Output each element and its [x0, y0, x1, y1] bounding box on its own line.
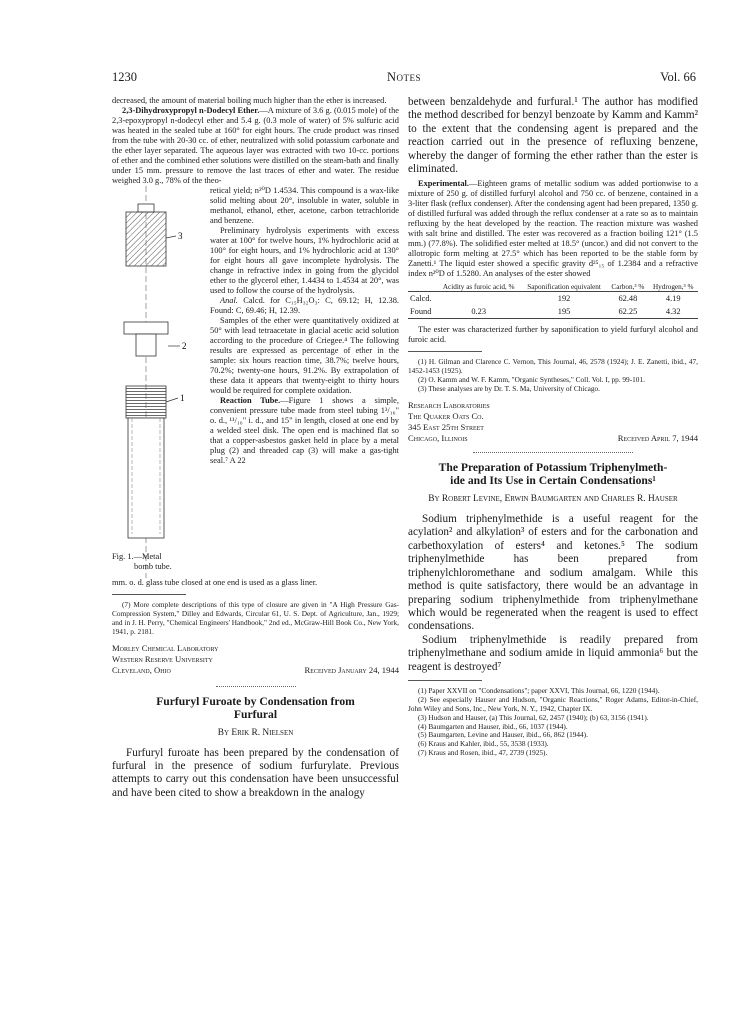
article-title: The Preparation of Potassium Triphenylmeth- ide and Its Use in Certain Condensations¹: [438, 461, 668, 488]
footnote: (7) Kraus and Rosen, ibid., 47, 2739 (1925).: [418, 748, 548, 758]
paragraph: decreased, the amount of material boiling much higher than the ether is increased.: [112, 96, 387, 105]
footnote: (3) Hudson and Hauser, (a) This Journal, 62, 2457 (1940); (b) 63, 3156 (1941).: [418, 712, 649, 722]
paragraph: between benzaldehyde and furfural.¹ The author has modified the method described for benzyl benzoate by Kamm and Kamm² to the extent that the condensing agent is prepared and the reaction carried out in the presence of refluxing benzene, whereby the danger of forming the ether rather than the ester is eliminated.: [408, 96, 698, 176]
table-row: Calcd. 192 62.48 4.19: [410, 294, 681, 304]
byline: By Erik R. Nielsen: [217, 727, 294, 738]
section-divider: [216, 686, 296, 687]
label-3: 3: [178, 231, 183, 241]
tube-threaded-end: [126, 386, 166, 418]
right-column: [408, 96, 698, 976]
byline: By Robert Levine, Erwin Baumgarten and Charles R. Hauser: [428, 494, 678, 505]
paragraph: Sodium triphenylmethide is readily prepared from triphenylmethane and sodium amide in liquid ammonia⁶ but the reagent is destroyed⁷: [408, 633, 698, 673]
paragraph: Sodium triphenylmethide is a useful reagent for the acylation² and alkylation³ of esters and for the carbonation and carbethoxylation of esters⁴ and ketones.⁵ The sodium triphenylmethide has been prepared from triphenylchloromethane and sodium amalgam. While this method is quite satisfactory, there would be an advantage in preparing sodium triphenylmethide from triphenylmethane which would be regenerated when the reagent is used to effect condensations.: [408, 513, 698, 633]
metal-plug: [124, 322, 168, 334]
footnote: (2) See especially Hauser and Hudson, "Organic Reactions," Roger Adams, Editor-in-Chief, John Wiley and Sons, Inc., New York, N. Y., 1942, Chapter IX.: [408, 694, 698, 713]
volume-label: Vol. 66: [660, 70, 696, 84]
table-row: Found 0.23 195 62.25 4.32: [408, 305, 698, 319]
analysis-table: Acidity as furoic acid, % Saponification equivalent Carbon,³ % Hydrogen,³ % Calcd. 192 62.48 4.19 Found 0.23 195 62.25 4.32: [408, 283, 698, 319]
paragraph: The ester was characterized further by saponification to yield furfuryl alcohol and furoic acid.: [408, 325, 698, 345]
plug-head: [138, 204, 154, 212]
article-title: Furfuryl Furoate by Condensation from Furfural: [156, 694, 355, 721]
figure-wrap: [112, 186, 399, 578]
footnote: (4) Baumgarten and Hauser, ibid., 66, 1037 (1944).: [418, 721, 568, 731]
left-column: decreased, the amount of material boiling much higher than the ether is increased. 2,3-Dihydroxypropyl n-Dodecyl Ether.—A mixture of 3.6 g. (0.015 mole) of the 2,3-epoxypropyl n-dodecyl ether and 5.4 g. (0.3 mole of water) of 5% sulfuric acid was heated in the sealed tube at 160° for eight hours. The crude product was rinsed from the tube with 20-30 cc. of ether, neutralized with solid potassium carbonate and the ether layer separated. The aqueous layer was extracted with two 10-cc. portions of ether and the combined ether solutions were distilled on the steam-bath and finally under 15 mm. pressure to remove the last traces of ether and water. The residue weighed 3.0 g., 78% of the theo- 3 2 1 Fig. 1.—Metal bomb tube. retical yield; n²⁰D 1.4534. This compound is a wax-like solid melting about 20°, insoluble in water, soluble in methanol, ethanol, ether, acetone, carbon tetrachloride and benzene. Preliminary hydrolysis experiments with excess water at 100° for twelve hours, 1% hydrochloric acid at 100° for eight hours, and 1% hydrochloric acid at 130° for eight hours all gave incomplete hydrolysis. The change in refractive index in going from the glycidol ether to the glycerol ether, 1.4434 to 1.4534 at 20°, was used to follow the course of the hydrolysis. Anal. Calcd. for C₁₅H₃₂O₃: C, 69.12; H, 12.38. Found: C, 69.46; H, 12.39. Samples of the ether were quantitatively oxidized at 50° with lead tetraacetate in glacial acetic acid solution according to the procedure of Criegee.⁴ The following results are expressed as percentage of ether in the sample: six hours reaction time, 38.7%; twelve hours, 70.2%; twenty-one hours, 91.2%. By extrapolation of these data it appears that twenty-eight to thirty hours would be required for complete oxidation. Reaction Tube.—Figure 1 shows a simple, convenient pressure tube made from steel tubing 1³/₁₆" o. d., ¹¹/₁₆" i. d., and 15" in length, closed at one end by a welded steel disk. The open end is machined flat so that a copper-asbestos gasket held in place by a metal plug (2) and threaded cap (3) will make a gas-tight seal.⁷ A 22 mm. o. d. glass tube closed at one end is used as a glass liner. (7) More complete descriptions of this type of closure are given in "A High Pressure Gas-Compression System," Dilley and Edwards, Circular 61, U. S. Dept. of Agriculture, Jan., 1929; and in J. H. Perry, "Chemical Engineers' Handbook," 2nd ed., McGraw-Hill Book Co., New York, 1941, p. 2181. Morley Chemical Laboratory Western Reserve University Cleveland, Ohio Received January 24, 1944 Furfuryl Furoate by Condensation from Furfural By Erik R. Nielsen Furfuryl furoate has been prepared by the condensation of furfural in the presence of sodium furfurylate. Previous attempts to carry out this condensation have been unsuccessful and have been cited to show a breakdown in the analogy: [112, 96, 399, 799]
paragraph: Furfuryl furoate has been prepared by the condensation of furfural in the presence of sodium furfurylate. Previous attempts to carry out this condensation have been unsuccessful and have been cited to show a breakdown in the analogy: [112, 746, 399, 799]
footnote-1: (1) H. Gilman and Clarence C. Vernon, This Journal, 46, 2578 (1924); J. E. Zanetti, ibid., 47, 1452-1453 (1925).: [408, 357, 698, 376]
paragraph: Preliminary hydrolysis experiments with excess water at 100° for twelve hours, 1% hydrochloric acid at 100° for eight hours, and 1% hydrochloric acid at 130° for eight hours all gave incomplete hydrolysis. The change in refractive index in going from the glycidol ether to the glycerol ether, 1.4434 to 1.4534 at 20°, was used to follow the course of the hydrolysis.: [210, 226, 399, 295]
journal-section: Notes: [386, 70, 422, 84]
affiliation: Morley Chemical Laboratory Western Reserve University Cleveland, Ohio Received January 24, 1944: [112, 642, 399, 675]
footnote: (1) Paper XXVII on "Condensations"; paper XXVI, This Journal, 66, 1220 (1944).: [418, 685, 660, 695]
affiliation: Research Laboratories The Quaker Oats Co. 345 East 25th Street Chicago, Illinois Received April 7, 1944: [408, 400, 698, 444]
figure-caption: Fig. 1.—Metal bomb tube.: [112, 552, 172, 571]
footnote: (6) Kraus and Kahler, ibid., 55, 3538 (1933).: [418, 739, 549, 749]
section-heading: 2,3-Dihydroxypropyl n-Dodecyl Ether.: [122, 106, 260, 115]
paragraph: Samples of the ether were quantitatively oxidized at 50° with lead tetraacetate in glacial acetic acid solution according to the procedure of Criegee.⁴ The following results are expressed as percentage of ether in the sample: six hours reaction time, 38.7%; twelve hours, 70.2%; twenty-one hours, 91.2%. By extrapolation of these data it appears that twenty-eight to thirty hours would be required for complete oxidation.: [210, 316, 399, 395]
paragraph: Reaction Tube.—Figure 1 shows a simple, convenient pressure tube made from steel tubing 1³/₁₆" o. d., ¹¹/₁₆" i. d., and 15" in length, closed at one end by a welded steel disk. The open end is machined flat so that a copper-asbestos gasket held in place by a metal plug (2) and threaded cap (3) will make a gas-tight seal.⁷ A 22: [210, 396, 399, 465]
section-divider: [473, 452, 633, 453]
tube-body: [128, 418, 164, 538]
wrapped-text: retical yield; n²⁰D 1.4534. This compound is a wax-like solid melting about 20°, insoluble in water, soluble in methanol, ethanol, ether, acetone, carbon tetrachloride and benzene. Preliminary hydrolysis experiments with excess water at 100° for twelve hours, 1% hydrochloric acid at 100° for eight hours, and 1% hydrochloric acid at 130° for eight hours all gave incomplete hydrolysis. The change in refractive index in going from the glycidol ether to the glycerol ether, 1.4434 to 1.4534 at 20°, was used to follow the course of the hydrolysis. Anal. Calcd. for C₁₅H₃₂O₃: C, 69.12; H, 12.38. Found: C, 69.46; H, 12.39. Samples of the ether were quantitatively oxidized at 50° with lead tetraacetate in glacial acetic acid solution according to the procedure of Criegee.⁴ The following results are expressed as percentage of ether in the sample: six hours reaction time, 38.7%; twelve hours, 70.2%; twenty-one hours, 91.2%. By extrapolation of these data it appears that twenty-eight to thirty hours would be required for complete oxidation. Reaction Tube.—Figure 1 shows a simple, convenient pressure tube made from steel tubing 1³/₁₆" o. d., ¹¹/₁₆" i. d., and 15" in length, closed at one end by a welded steel disk. The open end is machined flat so that a copper-asbestos gasket held in place by a metal plug (2) and threaded cap (3) will make a gas-tight seal.⁷ A 22: [210, 186, 399, 465]
bomb-tube-diagram: [112, 186, 210, 578]
footnote-2: (2) O. Kamm and W. F. Kamm, "Organic Syntheses," Coll. Vol. I, pp. 99-101.: [418, 375, 645, 385]
footnote-rule: [408, 351, 482, 352]
paragraph: Experimental.—Eighteen grams of metallic sodium was added portionwise to a mixture of 250 g. of distilled furfuryl alcohol and 750 cc. of benzene, contained in a 3-liter flask (reflux condenser). After the condensing agent had been prepared, 1350 g. of distilled furfural was added through the reflux condenser at a rate so as to maintain refluxing by the heat developed by the reaction. The reaction mixture was washed with salt brine and distilled. The ester was recovered as a fraction boiling 121° (1.5 mm.) (77.8%). The solidified ester melted at 18.5° (uncor.) and did not convert to the allotropic form melting at 27.5° which has been reported to be the stable form by Zanetti.¹ The liquid ester showed a specific gravity d²⁵₁₅ of 1.2384 and a refractive index n²⁰D of 1.5280. An analyses of the ester showed: [408, 179, 698, 279]
plug-neck: [136, 334, 156, 356]
footnote-3: (3) These analyses are by Dr. T. S. Ma, University of Chicago.: [418, 384, 600, 394]
footnotes: [408, 687, 698, 758]
received-date: Received January 24, 1944: [304, 664, 399, 675]
paragraph: 2,3-Dihydroxypropyl n-Dodecyl Ether.—A mixture of 3.6 g. (0.015 mole) of the 2,3-epoxypropyl n-dodecyl ether and 5.4 g. (0.3 mole of water) of 5% sulfuric acid was heated in the sealed tube at 160° for eight hours. The crude product was rinsed from the tube with 20-30 cc. of ether, neutralized with solid potassium carbonate and the ether layer separated. The aqueous layer was extracted with two 10-cc. portions of ether and the combined ether solutions were distilled on the steam-bath and finally under 15 mm. pressure to remove the last traces of ether and water. The residue weighed 3.0 g., 78% of the theo-: [112, 106, 399, 185]
section-heading: Experimental.: [418, 179, 469, 189]
footnote-rule: [408, 680, 482, 681]
paragraph: Anal. Calcd. for C₁₅H₃₂O₃: C, 69.12; H, 12.38. Found: C, 69.46; H, 12.39.: [210, 296, 399, 315]
label-1: 1: [180, 393, 185, 403]
figure-1: [112, 186, 210, 578]
footnote: (5) Baumgarten, Levine and Hauser, ibid., 66, 862 (1944).: [418, 730, 588, 740]
received-date: Received April 7, 1944: [617, 433, 698, 444]
label-2: 2: [182, 341, 187, 351]
footnote-7: (7) More complete descriptions of this type of closure are given in "A High Pressure Gas-Compression System," Dilley and Edwards, Circular 61, U. S. Dept. of Agriculture, Jan., 1929; and in J. H. Perry, "Chemical Engineers' Handbook," 2nd ed., McGraw-Hill Book Co., New York, 1941, p. 2181.: [112, 600, 399, 636]
page-number: 1230: [112, 70, 137, 84]
footnote-rule: [112, 594, 186, 595]
threaded-cap: [126, 212, 166, 266]
